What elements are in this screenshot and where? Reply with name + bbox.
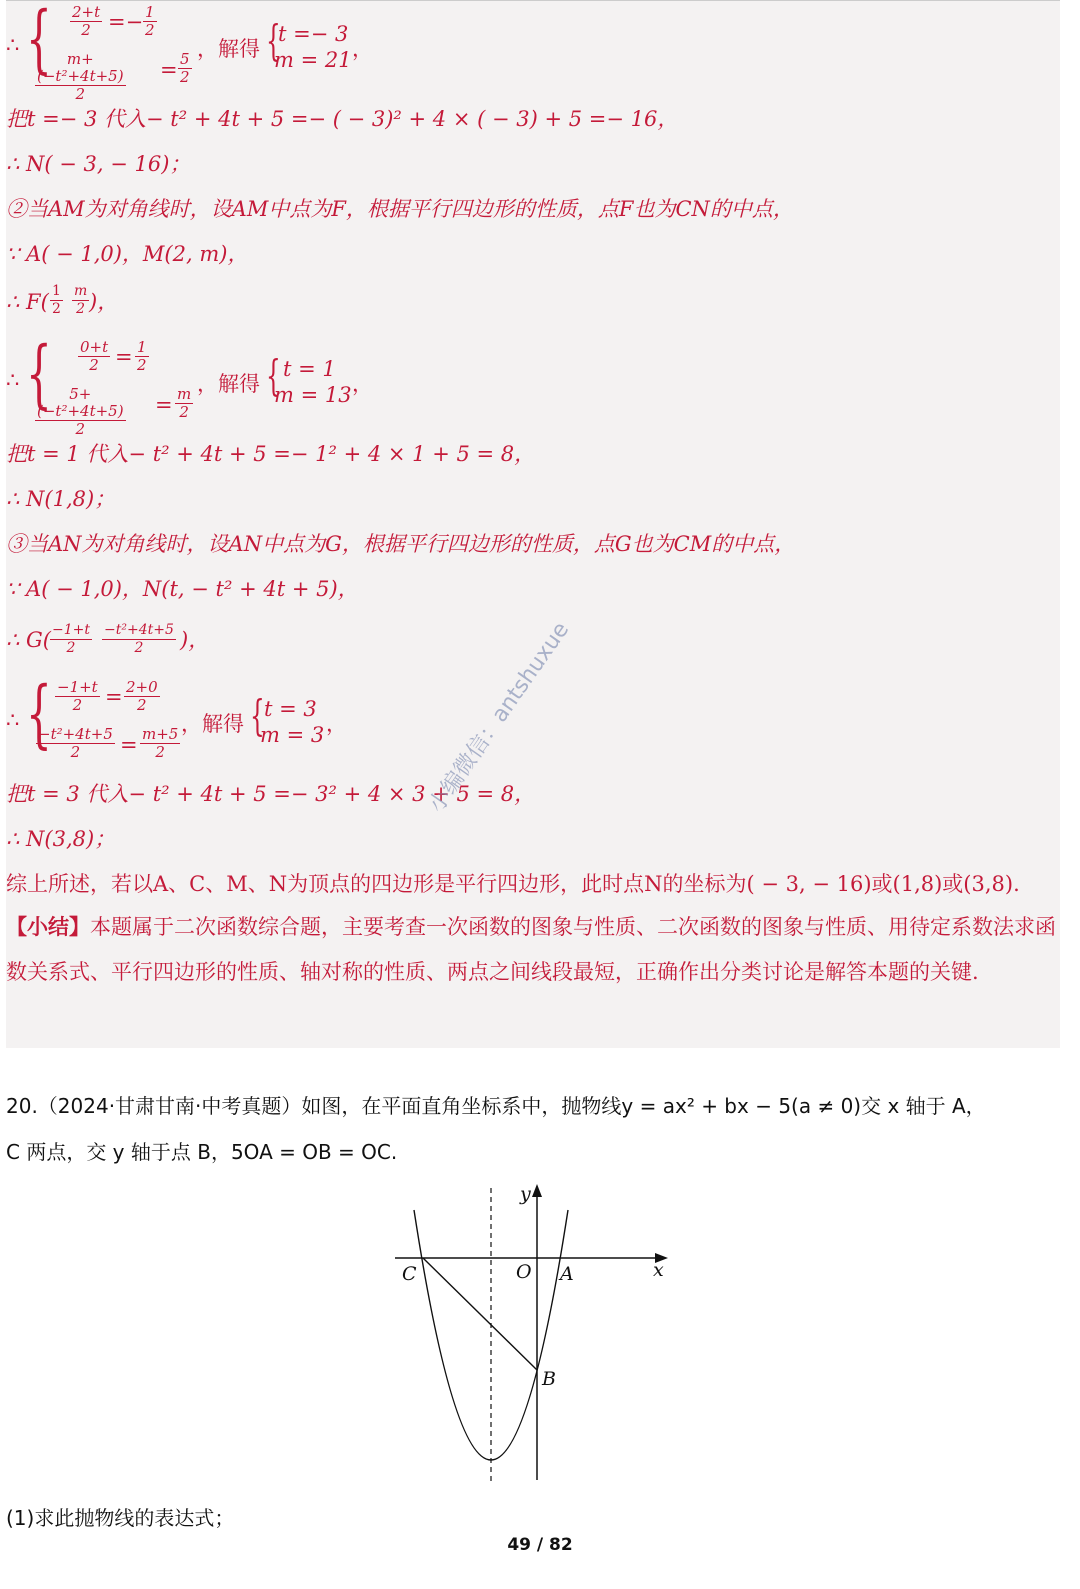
solution-line: ∴ G( bbox=[6, 628, 52, 652]
label-O: O bbox=[516, 1261, 532, 1283]
label-y: y bbox=[520, 1183, 531, 1205]
solution-line: ∴ N(1,8)； bbox=[6, 487, 116, 511]
y-axis-arrow bbox=[532, 1184, 542, 1197]
solution-line: ③当AN为对角线时，设AN中点为G，根据平行四边形的性质，点G也为CM的中点， bbox=[6, 532, 796, 556]
solution-line: ∴ N(3,8)； bbox=[6, 827, 116, 851]
summary-tag: 【小结】 bbox=[6, 914, 90, 939]
label-x: x bbox=[653, 1259, 664, 1281]
question-1: (1)求此抛物线的表达式； bbox=[6, 1506, 235, 1530]
solution-line: ②当AM为对角线时，设AM中点为F，根据平行四边形的性质，点F也为CN的中点， bbox=[6, 197, 794, 221]
summary-text: 本题属于二次函数综合题，主要考查一次函数的图象与性质、二次函数的图象与性质、用待定系数法求函数关系式、平行四边形的性质、轴对称的性质、两点之间线段最短，正确作出分类讨论是解答本题的关键. bbox=[6, 915, 1056, 984]
solution-line: ∴ F( bbox=[6, 290, 49, 314]
page-number: 49 / 82 bbox=[507, 1535, 573, 1555]
watermark: 小编微信：antshuxue bbox=[424, 617, 575, 818]
label-B: B bbox=[542, 1368, 556, 1390]
label-A: A bbox=[560, 1263, 574, 1285]
label-C: C bbox=[402, 1263, 417, 1285]
solution-line: 把t = 3 代入− t² + 4t + 5 =− 3² + 4 × 3 + 5 = 8， bbox=[6, 782, 536, 806]
solution-line: ∵ A( − 1,0)，N(t, − t² + 4t + 5)， bbox=[6, 577, 359, 601]
problem-statement-line2: C 两点，交 y 轴于点 B，5OA = OB = OC. bbox=[6, 1140, 398, 1164]
solution-conclusion: 综上所述，若以A、C、M、N为顶点的四边形是平行四边形，此时点N的坐标为( − 3, − 16)或(1,8)或(3,8). bbox=[6, 872, 1020, 896]
parabola-figure bbox=[390, 1180, 680, 1490]
solution-line: ∵ A( − 1,0)，M(2, m)， bbox=[6, 242, 249, 266]
solution-line: ∴ N( − 3, − 16)； bbox=[6, 152, 191, 176]
therefore-symbol: ∴ bbox=[6, 33, 20, 57]
fraction: $\frac{2+t}{2}$ bbox=[72, 3, 101, 39]
problem-statement-line1: 20.（2024·甘肃甘南·中考真题）如图，在平面直角坐标系中，抛物线y = ax² + bx − 5(a ≠ 0)交 x 轴于 A， bbox=[6, 1094, 986, 1118]
summary-block bbox=[6, 904, 1056, 995]
solution-line: 把t =− 3 代入− t² + 4t + 5 =− ( − 3)² + 4 × ( − 3) + 5 =− 16， bbox=[6, 107, 679, 131]
solution-line: 把t = 1 代入− t² + 4t + 5 =− 1² + 4 × 1 + 5 = 8， bbox=[6, 442, 536, 466]
